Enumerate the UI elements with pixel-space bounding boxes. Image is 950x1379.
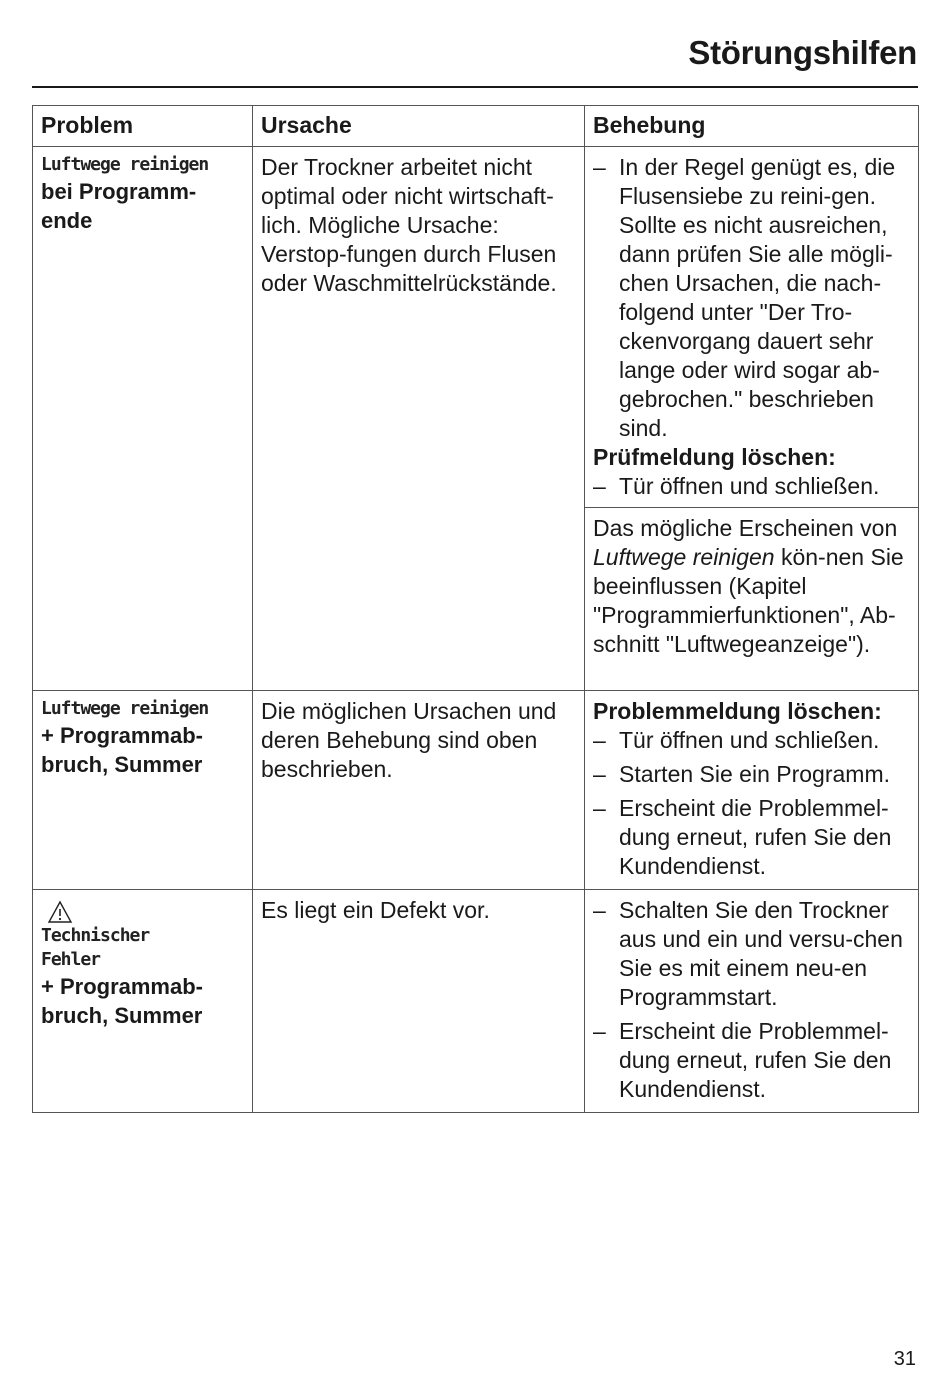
remedy-subheading: Prüfmeldung löschen:: [593, 444, 836, 470]
remedy-note-text-end: kön-nen Sie beeinflussen (Kapitel "Programmierfunktionen", Ab-schnitt "Luftwegeanzeige").: [593, 544, 904, 657]
troubleshooting-table: [32, 105, 919, 1113]
title-divider: [32, 86, 918, 88]
cause-text: Die möglichen Ursachen und deren Behebung sind oben beschrieben.: [261, 698, 557, 782]
remedy-subheading: Problemmeldung löschen:: [593, 698, 882, 724]
display-message: Technischer: [41, 925, 150, 946]
remedy-item: – In der Regel genügt es, die Flusensiebe zu reini-gen. Sollte es nicht ausreichen, dann prüfen Sie alle mögli-chen Ursachen, die nach-folgend unter "Der Tro-ckenvorgang dauert sehr lange oder wird sogar ab-gebrochen." beschrieben sind.: [593, 153, 910, 443]
page-number: 31: [893, 1348, 916, 1370]
problem-cell: [33, 890, 253, 1113]
cause-text: Es liegt ein Defekt vor.: [261, 897, 490, 923]
remedy-item: – Schalten Sie den Trockner aus und ein und versu-chen Sie es mit einem neu-en Programmstart.: [593, 896, 910, 1012]
problem-text: + Programmab- bruch, Summer: [41, 723, 203, 777]
remedy-item: – Erscheint die Problemmel-dung erneut, rufen Sie den Kundendienst.: [593, 794, 910, 881]
table-row: [33, 691, 919, 890]
problem-cell: [33, 691, 253, 890]
column-header-problem: Problem: [33, 106, 253, 147]
cause-text: Der Trockner arbeitet nicht optimal oder nicht wirtschaft-lich. Mögliche Ursache: Verstop-fungen durch Flusen oder Waschmittelrückstände.: [261, 154, 557, 296]
remedy-cell: [585, 691, 919, 890]
remedy-item: – Tür öffnen und schließen.: [593, 726, 910, 755]
remedy-item: – Erscheint die Problemmel-dung erneut, rufen Sie den Kundendienst.: [593, 1017, 910, 1104]
table-header-row: [33, 106, 919, 147]
display-message: Fehler: [41, 949, 101, 970]
cause-cell: [253, 890, 585, 1113]
problem-text: + Programmab- bruch, Summer: [41, 974, 203, 1028]
column-header-remedy: Behebung: [585, 106, 919, 147]
cause-cell: [253, 691, 585, 890]
remedy-note-text: Das mögliche Erscheinen von: [593, 515, 898, 541]
column-header-cause: Ursache: [253, 106, 585, 147]
remedy-note-display-name: Luftwege reinigen: [593, 544, 775, 570]
warning-triangle-icon: [47, 900, 73, 924]
table-row: [33, 147, 919, 691]
table-row: [33, 890, 919, 1113]
remedy-cell: [585, 890, 919, 1113]
problem-cell: [33, 147, 253, 691]
display-message: Luftwege reinigen: [41, 154, 209, 175]
remedy-item: – Starten Sie ein Programm.: [593, 760, 910, 789]
cause-cell: [253, 147, 585, 691]
page-title: Störungshilfen: [688, 34, 917, 71]
remedy-cell: [585, 147, 919, 691]
remedy-note: [585, 507, 918, 659]
remedy-item: – Tür öffnen und schließen.: [593, 472, 910, 501]
display-message: Luftwege reinigen: [41, 698, 209, 719]
problem-text: bei Programm- ende: [41, 179, 197, 233]
